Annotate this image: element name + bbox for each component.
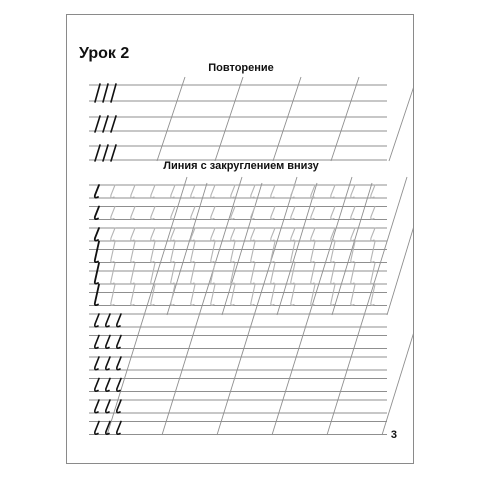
trace-letter (131, 185, 135, 198)
trace-letter (331, 263, 335, 284)
trace-letter (271, 242, 275, 263)
trace-letter (191, 242, 195, 263)
slant-line (387, 183, 413, 315)
model-letter (95, 357, 99, 370)
model-letter (117, 314, 121, 327)
trace-letter (271, 207, 275, 220)
trace-letter (251, 185, 255, 198)
model-slash (103, 116, 108, 132)
trace-letter (371, 263, 375, 284)
trace-letter (251, 285, 255, 306)
trace-letter (291, 207, 295, 220)
trace-letter (211, 228, 215, 241)
slant-line (162, 177, 242, 435)
model-letter (117, 357, 121, 370)
section-title-repetition: Повторение (208, 62, 274, 74)
model-letter (95, 207, 99, 220)
trace-letter (271, 285, 275, 306)
lesson-title: Урок 2 (79, 45, 130, 62)
trace-letter (111, 242, 115, 263)
trace-letter (171, 263, 175, 284)
trace-letter (331, 207, 335, 220)
trace-letter (151, 185, 155, 198)
model-letter (106, 379, 110, 392)
trace-letter (271, 185, 275, 198)
model-letter (95, 263, 99, 284)
trace-letter (211, 263, 215, 284)
trace-letter (171, 285, 175, 306)
model-slash (103, 84, 108, 102)
trace-letter (351, 228, 355, 241)
trace-letter (171, 228, 175, 241)
slant-line (389, 77, 413, 161)
slant-line (332, 183, 372, 315)
slant-line (222, 183, 262, 315)
trace-letter (351, 285, 355, 306)
trace-letter (171, 185, 175, 198)
model-letter (95, 228, 99, 241)
trace-letter (111, 185, 115, 198)
model-slash (111, 145, 116, 161)
section-title-rounded-line: Линия с закруглением внизу (163, 160, 319, 172)
trace-letter (371, 185, 375, 198)
model-letter (117, 379, 121, 392)
trace-letter (171, 242, 175, 263)
trace-letter (311, 263, 315, 284)
trace-letter (131, 242, 135, 263)
trace-letter (211, 207, 215, 220)
trace-letter (351, 185, 355, 198)
trace-letter (191, 207, 195, 220)
trace-letter (191, 185, 195, 198)
trace-letter (251, 228, 255, 241)
trace-letter (271, 228, 275, 241)
trace-letter (131, 207, 135, 220)
slant-line (382, 177, 413, 435)
model-slash (111, 116, 116, 132)
workbook-page (66, 14, 414, 464)
trace-letter (211, 242, 215, 263)
model-strokes (95, 84, 121, 434)
trace-letter (131, 228, 135, 241)
trace-letter (251, 263, 255, 284)
trace-letter (191, 285, 195, 306)
page-number: 3 (390, 429, 397, 441)
model-slash (103, 145, 108, 161)
model-letter (106, 336, 110, 349)
trace-letter (211, 185, 215, 198)
trace-letter (111, 207, 115, 220)
trace-letter (251, 242, 255, 263)
trace-letter (151, 263, 155, 284)
model-slash (95, 145, 100, 161)
trace-letter (331, 185, 335, 198)
trace-letter (311, 242, 315, 263)
slant-line (327, 177, 407, 435)
slant-line (272, 177, 352, 435)
slant-line (107, 177, 187, 435)
trace-letter (271, 263, 275, 284)
trace-letter (151, 228, 155, 241)
model-slash (111, 84, 116, 102)
trace-letter (311, 228, 315, 241)
handwriting-ruling (67, 15, 413, 463)
trace-letter (371, 228, 375, 241)
model-letter (106, 357, 110, 370)
trace-letter (151, 207, 155, 220)
model-letter (95, 379, 99, 392)
slant-line (277, 183, 317, 315)
model-letter (95, 242, 99, 263)
trace-letter (231, 207, 235, 220)
model-slash (95, 116, 100, 132)
trace-letter (291, 285, 295, 306)
trace-letter (111, 228, 115, 241)
trace-letter (331, 285, 335, 306)
model-letter (95, 185, 99, 198)
model-slash (95, 84, 100, 102)
slant-line (215, 77, 243, 161)
model-letter (95, 285, 99, 306)
trace-letter (191, 263, 195, 284)
trace-letter (231, 242, 235, 263)
model-letter (106, 400, 110, 413)
model-letter (106, 314, 110, 327)
trace-letter (131, 263, 135, 284)
trace-letter (111, 285, 115, 306)
model-letter (117, 336, 121, 349)
trace-letter (211, 285, 215, 306)
trace-letter (371, 242, 375, 263)
trace-letter (231, 285, 235, 306)
model-letter (95, 314, 99, 327)
trace-letter (231, 185, 235, 198)
trace-letter (231, 228, 235, 241)
slant-line (157, 77, 185, 161)
slant-line (217, 177, 297, 435)
model-letter (95, 422, 99, 435)
trace-letter (131, 285, 135, 306)
trace-letter (151, 242, 155, 263)
trace-letter (111, 263, 115, 284)
model-letter (117, 422, 121, 435)
model-letter (95, 336, 99, 349)
model-letter (95, 400, 99, 413)
trace-letter (371, 207, 375, 220)
trace-letter (351, 263, 355, 284)
slant-line (273, 77, 301, 161)
slant-line (331, 77, 359, 161)
trace-letter (291, 228, 295, 241)
trace-letter (311, 207, 315, 220)
trace-letter (351, 207, 355, 220)
ruling-lines (89, 85, 387, 435)
